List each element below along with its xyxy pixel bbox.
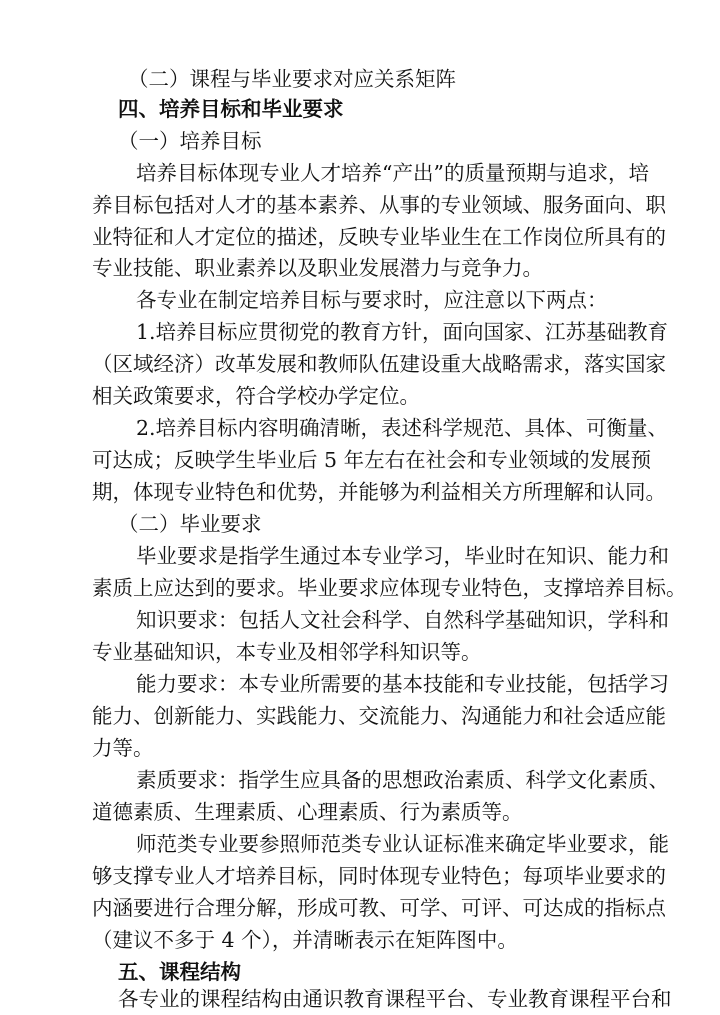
paragraph-line: 可达成；反映学生毕业后 5 年左右在社会和专业领域的发展预 <box>92 448 652 472</box>
paragraph-line: （区域经济）改革发展和教师队伍建设重大战略需求，落实国家 <box>92 352 666 376</box>
paragraph-line: 素质要求：指学生应具备的思想政治素质、科学文化素质、 <box>136 768 669 792</box>
paragraph-line: 力等。 <box>92 736 154 760</box>
paragraph-line: 能力要求：本专业所需要的基本技能和专业技能，包括学习 <box>136 672 669 696</box>
paragraph-line: 培养目标体现专业人才培养“产出”的质量预期与追求，培 <box>136 161 649 185</box>
paragraph-line: 各专业在制定培养目标与要求时，应注意以下两点： <box>136 288 608 312</box>
paragraph-line: 师范类专业要参照师范类专业认证标准来确定毕业要求，能 <box>136 832 669 856</box>
paragraph-line: 能力、创新能力、实践能力、交流能力、沟通能力和社会适应能 <box>92 704 666 728</box>
paragraph-line: 2.培养目标内容明确清晰，表述科学规范、具体、可衡量、 <box>136 416 669 440</box>
subsection-heading: （一）培养目标 <box>118 129 262 153</box>
paragraph-line: 道德素质、生理素质、心理素质、行为素质等。 <box>92 800 523 824</box>
paragraph-line: 各专业的课程结构由通识教育课程平台、专业教育课程平台和 <box>118 987 672 1011</box>
paragraph-line: 素质上应达到的要求。毕业要求应体现专业特色，支撑培养目标。 <box>92 576 687 600</box>
paragraph-line: 专业技能、职业素养以及职业发展潜力与竞争力。 <box>92 256 543 280</box>
subsection-heading: （二）课程与毕业要求对应关系矩阵 <box>128 67 456 91</box>
paragraph-line: 1.培养目标应贯彻党的教育方针，面向国家、江苏基础教育 <box>136 320 669 344</box>
paragraph-line: 养目标包括对人才的基本素养、从事的专业领域、服务面向、职 <box>92 193 666 217</box>
paragraph-line: 内涵要进行合理分解，形成可教、可学、可评、可达成的指标点 <box>92 896 666 920</box>
paragraph-line: 期，体现专业特色和优势，并能够为利益相关方所理解和认同。 <box>92 480 666 504</box>
paragraph-line: 毕业要求是指学生通过本专业学习，毕业时在知识、能力和 <box>136 544 669 568</box>
subsection-heading: （二）毕业要求 <box>118 512 262 536</box>
paragraph-line: 业特征和人才定位的描述，反映专业毕业生在工作岗位所具有的 <box>92 225 666 249</box>
paragraph-line: 相关政策要求，符合学校办学定位。 <box>92 384 420 408</box>
paragraph-line: 够支撑专业人才培养目标，同时体现专业特色；每项毕业要求的 <box>92 864 666 888</box>
paragraph-line: （建议不多于 4 个），并清晰表示在矩阵图中。 <box>92 928 518 952</box>
paragraph-line: 知识要求：包括人文社会科学、自然科学基础知识，学科和 <box>136 608 669 632</box>
section-heading: 五、课程结构 <box>118 960 241 984</box>
paragraph-line: 专业基础知识，本专业及相邻学科知识等。 <box>92 640 482 664</box>
section-heading: 四、培养目标和毕业要求 <box>118 97 344 121</box>
